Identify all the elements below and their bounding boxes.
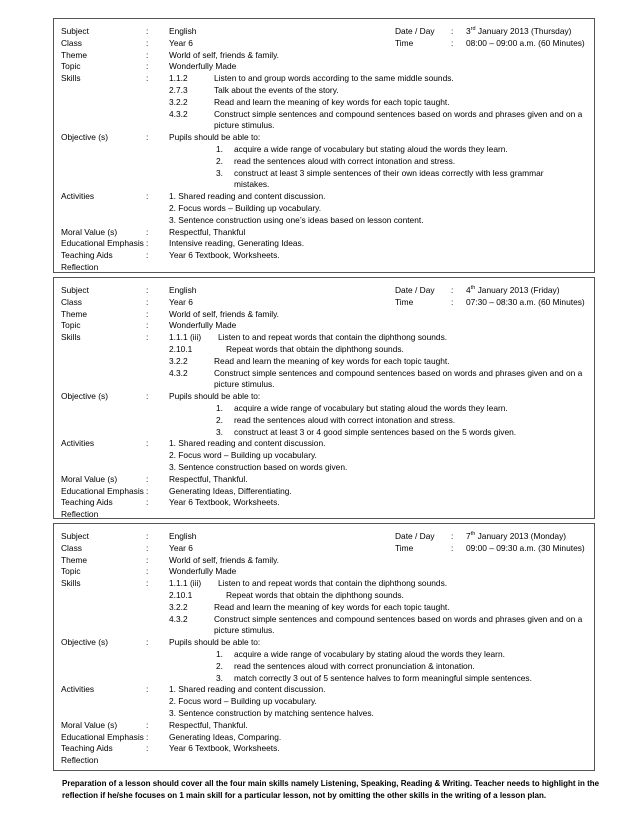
skill-text: Construct simple sentences and compound sentences based on words and phrases given and on a xyxy=(214,108,583,119)
colon: : xyxy=(146,531,149,541)
date-label: Date / Day xyxy=(395,26,435,36)
skill-text: Talk about the events of the story. xyxy=(214,85,339,95)
theme-value: World of self, friends & family. xyxy=(169,554,279,565)
date-day-number: 4 xyxy=(466,285,471,295)
colon: : xyxy=(146,438,149,449)
skill-text: Listen to and group words according to the same middle sounds. xyxy=(214,73,454,84)
teaching-aids-value: Year 6 Textbook, Worksheets. xyxy=(169,497,280,508)
theme-label: Theme xyxy=(61,49,88,60)
date-label: Date / Day xyxy=(395,531,435,541)
colon: : xyxy=(146,554,149,565)
skill-code: 2.10.1 xyxy=(169,590,193,600)
colon: : xyxy=(146,296,149,307)
moral-value: Respectful, Thankful xyxy=(169,226,246,237)
class-value: Year 6 xyxy=(169,296,193,307)
theme-value: World of self, friends & family. xyxy=(169,49,279,60)
skill-text: Read and learn the meaning of key words for each topic taught. xyxy=(214,96,450,107)
objective-number: 3. xyxy=(216,167,223,178)
colon: : xyxy=(451,542,454,553)
educational-emphasis-label: Educational Emphasis xyxy=(61,238,144,249)
colon: : xyxy=(146,132,149,143)
skill-code: 3.2.2 xyxy=(169,601,188,612)
colon: : xyxy=(146,226,149,237)
colon: : xyxy=(146,731,149,742)
theme-label: Theme xyxy=(61,308,88,319)
objective-intro: Pupils should be able to: xyxy=(169,637,261,648)
colon: : xyxy=(146,743,149,754)
colon: : xyxy=(146,191,149,202)
lesson-plan-box xyxy=(53,277,595,519)
skill-code: 3.2.2 xyxy=(169,96,188,107)
skills-label: Skills xyxy=(61,578,81,589)
class-value: Year 6 xyxy=(169,542,193,553)
date-value xyxy=(466,26,571,38)
skill-text: Repeat words that obtain the diphthong sounds. xyxy=(226,344,404,354)
colon: : xyxy=(146,61,149,72)
educational-emphasis-value: Generating Ideas, Differentiating. xyxy=(169,485,292,496)
objective-text: read the sentences aloud with correct intonation and stress. xyxy=(234,414,456,425)
objective-number: 1. xyxy=(216,144,223,154)
skills-label: Skills xyxy=(61,332,81,343)
skill-code: 4.3.2 xyxy=(169,108,188,119)
skill-text: Read and learn the meaning of key words for each topic taught. xyxy=(214,355,450,366)
colon: : xyxy=(451,296,454,307)
date-day-number: 7 xyxy=(466,531,471,541)
theme-label: Theme xyxy=(61,554,88,565)
moral-value: Respectful, Thankful. xyxy=(169,473,248,484)
reflection-label: Reflection xyxy=(61,755,99,766)
skill-code: 1.1.2 xyxy=(169,73,188,84)
objective-text: acquire a wide range of vocabulary but stating aloud the words they learn. xyxy=(234,403,508,413)
objective-number: 3. xyxy=(216,672,223,683)
teaching-aids-label: Teaching Aids xyxy=(61,250,113,261)
objective-intro: Pupils should be able to: xyxy=(169,391,261,402)
educational-emphasis-label: Educational Emphasis xyxy=(61,731,144,742)
class-label: Class xyxy=(61,37,82,48)
date-day-number: 3 xyxy=(466,26,471,36)
activity-item: 3. Sentence construction using one’s ideas based on lesson content. xyxy=(169,214,424,225)
skill-text-continued: picture stimulus. xyxy=(214,625,275,636)
subject-label: Subject xyxy=(61,531,89,541)
objective-label: Objective (s) xyxy=(61,132,109,143)
lesson-plan-box xyxy=(53,523,595,771)
skill-code: 1.1.1 (iii) xyxy=(169,332,202,343)
skill-text: Listen to and repeat words that contain the diphthong sounds. xyxy=(218,578,448,589)
colon: : xyxy=(146,578,149,589)
time-value: 07:30 – 08:30 a.m. (60 Minutes) xyxy=(466,296,585,307)
skill-text: Repeat words that obtain the diphthong sounds. xyxy=(226,590,404,600)
activity-item: 1. Shared reading and content discussion. xyxy=(169,438,326,449)
footer-note: Preparation of a lesson should cover all the four main skills namely Listening, Speaking, Reading & Writing. Teacher needs to highlight in the reflection if he/she focuses on 1 main skill for a particular lesson, not by omitting the other skills in the writing of a lesson plan. xyxy=(62,779,600,800)
topic-value: Wonderfully Made xyxy=(169,566,237,577)
date-rest: January 2013 (Monday) xyxy=(475,531,567,541)
skill-code: 1.1.1 (iii) xyxy=(169,578,202,589)
date-label: Date / Day xyxy=(395,285,435,295)
objective-text: construct at least 3 or 4 good simple sentences based on the 5 words given. xyxy=(234,426,517,437)
objective-number: 2. xyxy=(216,414,223,425)
subject-value: English xyxy=(169,26,197,36)
date-ordinal-suffix: th xyxy=(470,285,476,292)
skill-text: Listen to and repeat words that contain the diphthong sounds. xyxy=(218,332,448,343)
moral-value-label: Moral Value (s) xyxy=(61,226,118,237)
objective-number: 1. xyxy=(216,403,223,413)
date-value xyxy=(466,531,566,543)
subject-value: English xyxy=(169,531,197,541)
objective-text: read the sentences aloud with correct pronunciation & intonation. xyxy=(234,660,475,671)
colon: : xyxy=(146,308,149,319)
subject-label: Subject xyxy=(61,26,89,36)
moral-value-label: Moral Value (s) xyxy=(61,719,118,730)
colon: : xyxy=(146,49,149,60)
activity-item: 2. Focus word – Building up vocabulary. xyxy=(169,450,317,461)
educational-emphasis-label: Educational Emphasis xyxy=(61,485,144,496)
reflection-label: Reflection xyxy=(61,509,99,520)
objective-text: match correctly 3 out of 5 sentence halves to form meaningful simple sentences. xyxy=(234,672,532,683)
colon: : xyxy=(146,542,149,553)
skill-text: Construct simple sentences and compound sentences based on words and phrases given and on a xyxy=(214,367,583,378)
colon: : xyxy=(146,238,149,249)
colon: : xyxy=(146,285,149,295)
activity-item: 3. Sentence construction by matching sentence halves. xyxy=(169,708,374,718)
activities-label: Activities xyxy=(61,684,95,695)
topic-label: Topic xyxy=(61,566,81,577)
activities-label: Activities xyxy=(61,191,95,202)
date-value xyxy=(466,285,560,297)
theme-value: World of self, friends & family. xyxy=(169,308,279,319)
activity-item: 3. Sentence construction based on words given. xyxy=(169,462,348,472)
educational-emphasis-value: Generating Ideas, Comparing. xyxy=(169,731,282,742)
colon: : xyxy=(451,285,454,295)
activities-label: Activities xyxy=(61,438,95,449)
class-label: Class xyxy=(61,542,82,553)
activity-item: 1. Shared reading and content discussion. xyxy=(169,191,326,202)
skills-label: Skills xyxy=(61,73,81,84)
colon: : xyxy=(146,637,149,648)
objective-label: Objective (s) xyxy=(61,391,109,402)
objective-number: 2. xyxy=(216,155,223,166)
lesson-plan-box xyxy=(53,18,595,273)
activity-item: 1. Shared reading and content discussion. xyxy=(169,684,326,695)
colon: : xyxy=(146,332,149,343)
objective-text: read the sentences aloud with correct intonation and stress. xyxy=(234,155,456,166)
colon: : xyxy=(146,473,149,484)
date-ordinal-suffix: rd xyxy=(470,26,476,33)
topic-label: Topic xyxy=(61,320,81,331)
activity-item: 2. Focus words – Building up vocabulary. xyxy=(169,203,322,213)
topic-label: Topic xyxy=(61,61,81,72)
objective-intro: Pupils should be able to: xyxy=(169,132,261,143)
skill-code: 2.7.3 xyxy=(169,85,188,95)
colon: : xyxy=(451,37,454,48)
colon: : xyxy=(146,566,149,577)
skill-text: Construct simple sentences and compound sentences based on words and phrases given and on a xyxy=(214,613,583,624)
class-value: Year 6 xyxy=(169,37,193,48)
skill-code: 3.2.2 xyxy=(169,355,188,366)
teaching-aids-value: Year 6 Textbook, Worksheets. xyxy=(169,250,280,261)
objective-text: construct at least 3 simple sentences of their own ideas correctly with less grammar xyxy=(234,167,544,178)
colon: : xyxy=(146,250,149,261)
time-value: 08:00 – 09:00 a.m. (60 Minutes) xyxy=(466,37,585,48)
colon: : xyxy=(451,531,454,541)
subject-value: English xyxy=(169,285,197,295)
colon: : xyxy=(146,26,149,36)
time-value: 09:00 – 09:30 a.m. (30 Minutes) xyxy=(466,542,585,553)
objective-number: 1. xyxy=(216,649,223,659)
colon: : xyxy=(146,391,149,402)
colon: : xyxy=(146,497,149,508)
reflection-label: Reflection xyxy=(61,262,99,272)
time-label: Time xyxy=(395,542,414,553)
topic-value: Wonderfully Made xyxy=(169,320,237,331)
topic-value: Wonderfully Made xyxy=(169,61,237,72)
skill-code: 4.3.2 xyxy=(169,367,188,378)
colon: : xyxy=(146,719,149,730)
objective-text: acquire a wide range of vocabulary by stating aloud the words they learn. xyxy=(234,649,505,659)
skill-text-continued: picture stimulus. xyxy=(214,379,275,390)
educational-emphasis-value: Intensive reading, Generating Ideas. xyxy=(169,238,305,249)
time-label: Time xyxy=(395,296,414,307)
teaching-aids-value: Year 6 Textbook, Worksheets. xyxy=(169,743,280,754)
teaching-aids-label: Teaching Aids xyxy=(61,497,113,508)
colon: : xyxy=(146,684,149,695)
moral-value-label: Moral Value (s) xyxy=(61,473,118,484)
time-label: Time xyxy=(395,37,414,48)
objective-text-continued: mistakes. xyxy=(234,179,270,190)
skill-text: Read and learn the meaning of key words for each topic taught. xyxy=(214,601,450,612)
skill-text-continued: picture stimulus. xyxy=(214,120,275,131)
date-ordinal-suffix: th xyxy=(470,531,476,538)
class-label: Class xyxy=(61,296,82,307)
moral-value: Respectful, Thankful. xyxy=(169,719,248,730)
skill-code: 2.10.1 xyxy=(169,344,193,354)
subject-label: Subject xyxy=(61,285,89,295)
date-rest: January 2013 (Thursday) xyxy=(475,26,572,36)
date-rest: January 2013 (Friday) xyxy=(475,285,560,295)
activity-item: 2. Focus word – Building up vocabulary. xyxy=(169,696,317,707)
objective-label: Objective (s) xyxy=(61,637,109,648)
objective-number: 3. xyxy=(216,426,223,437)
colon: : xyxy=(146,320,149,331)
colon: : xyxy=(146,485,149,496)
skill-code: 4.3.2 xyxy=(169,613,188,624)
teaching-aids-label: Teaching Aids xyxy=(61,743,113,754)
objective-number: 2. xyxy=(216,660,223,671)
colon: : xyxy=(451,26,454,36)
colon: : xyxy=(146,37,149,48)
objective-text: acquire a wide range of vocabulary but stating aloud the words they learn. xyxy=(234,144,508,154)
colon: : xyxy=(146,73,149,84)
